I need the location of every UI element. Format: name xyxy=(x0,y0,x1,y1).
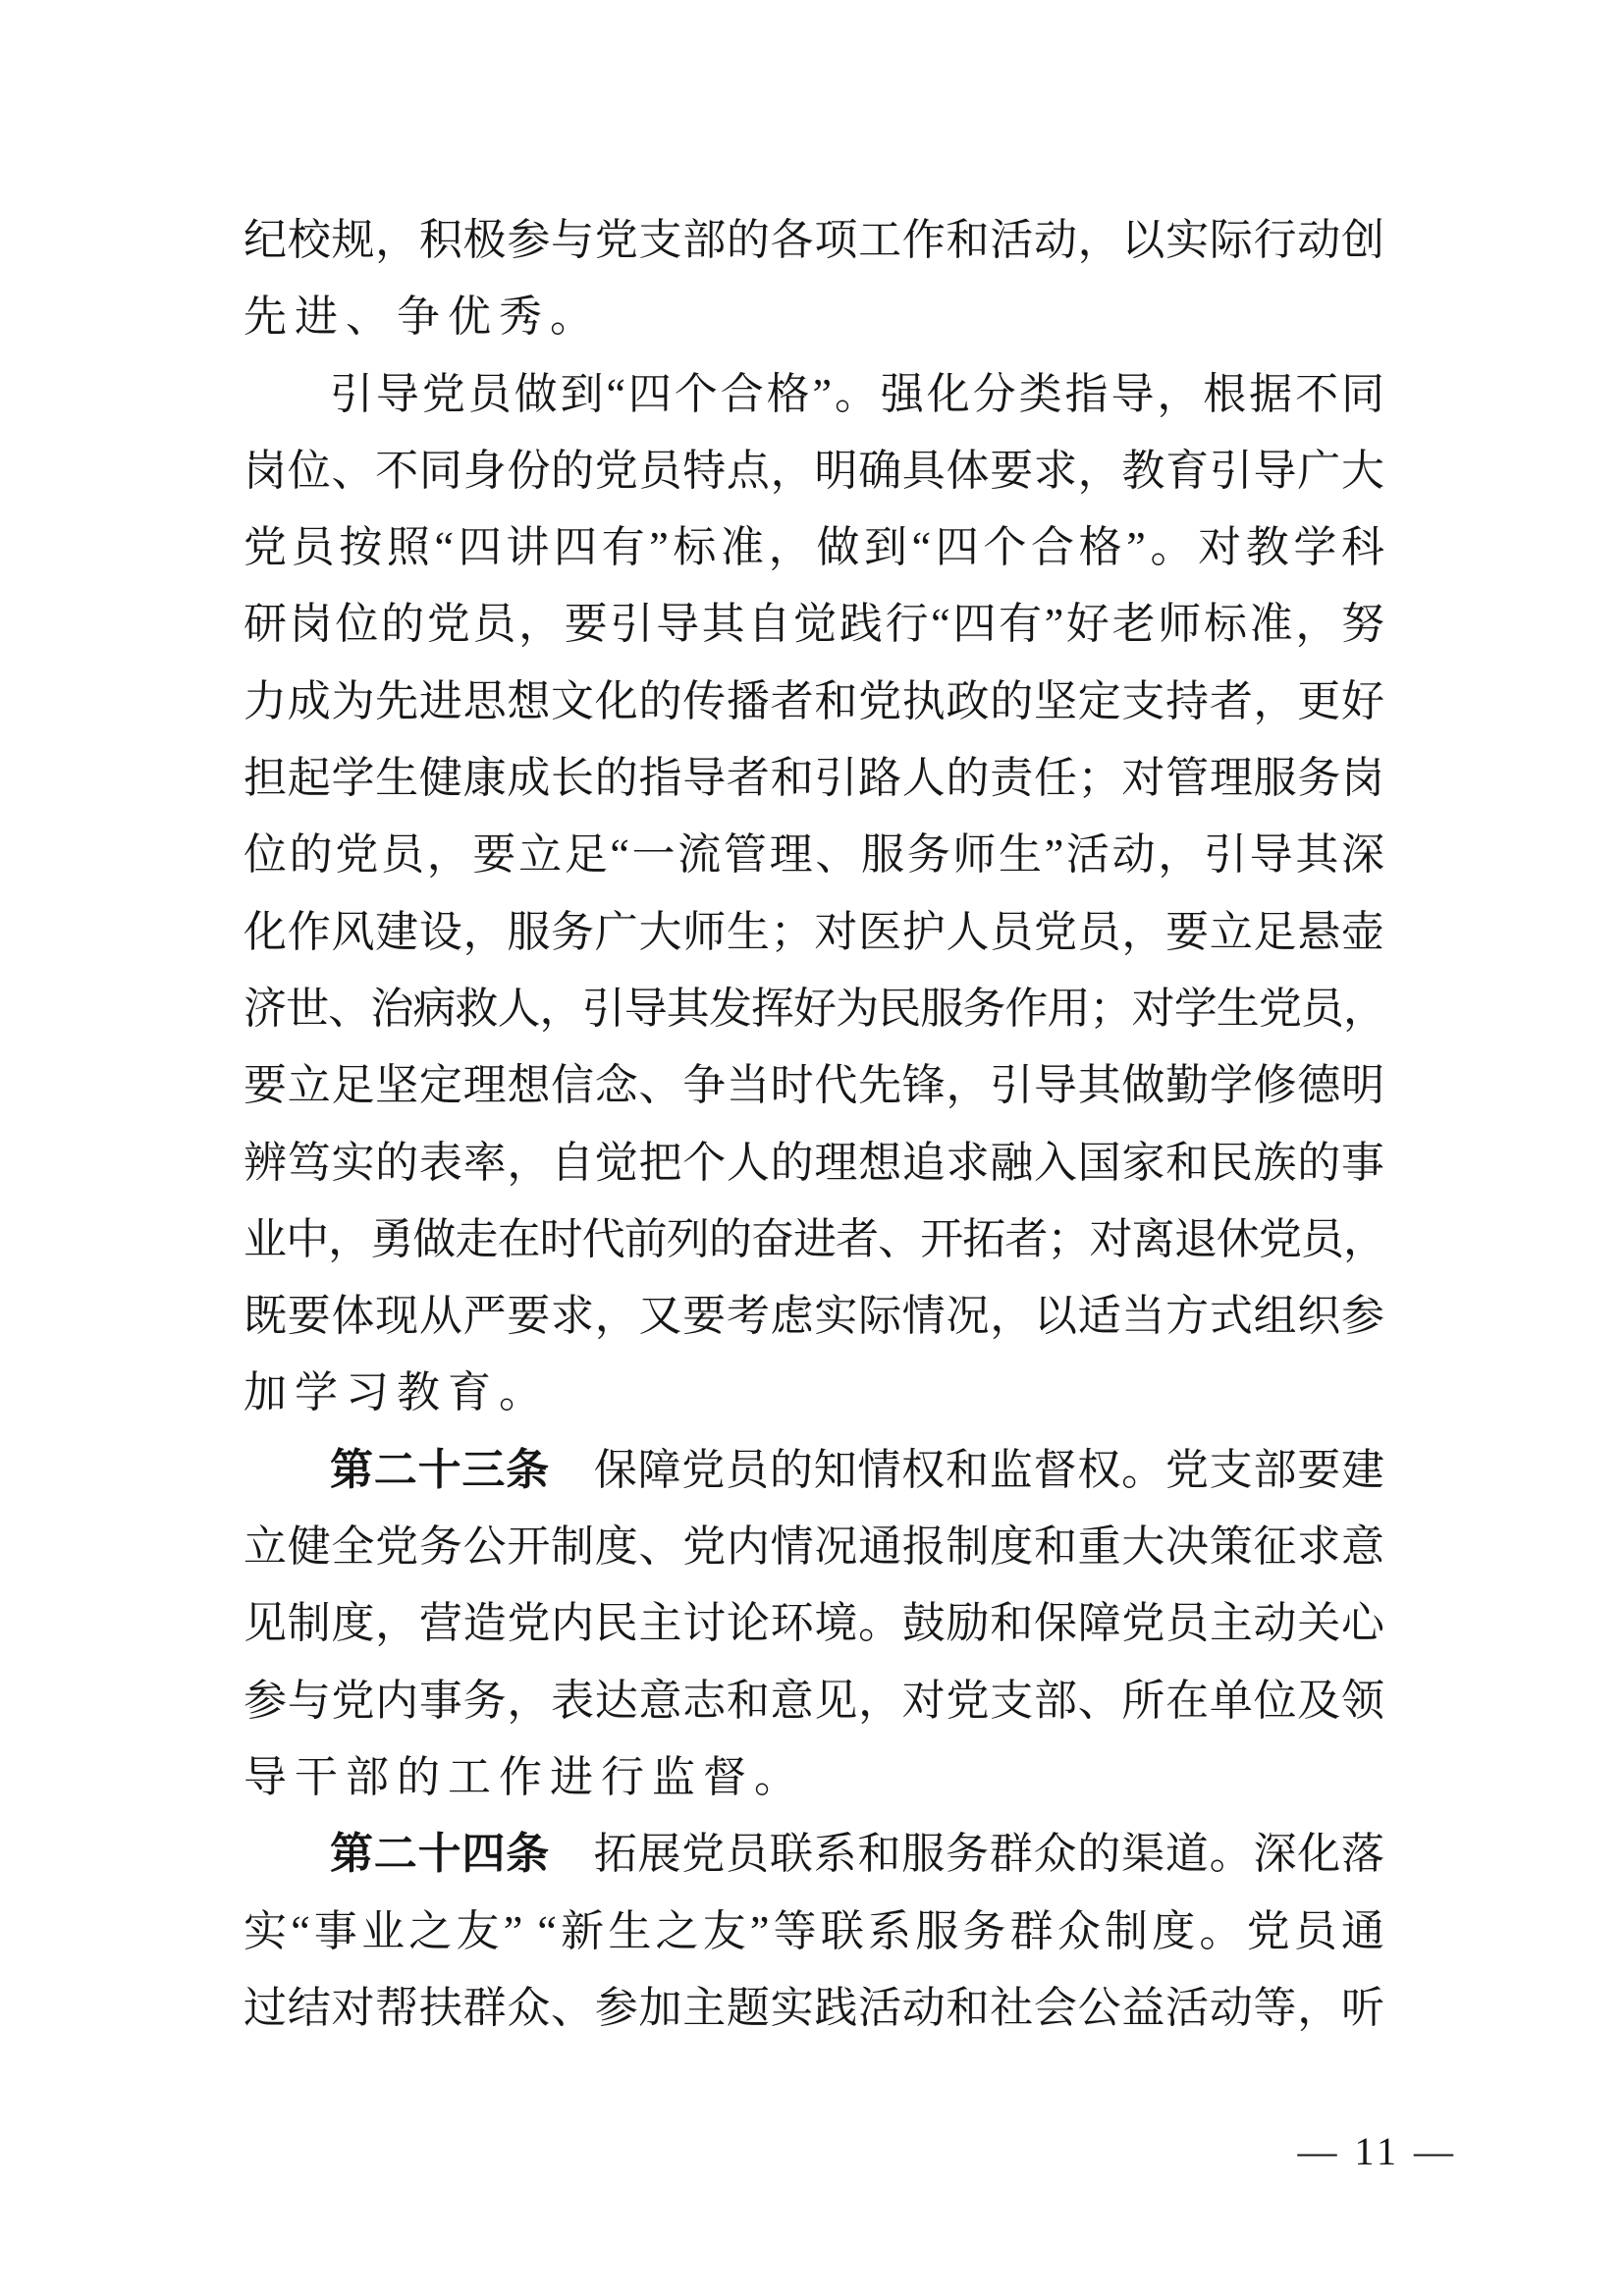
line-text: 实“事业之友” “新生之友”等联系服务群众制度。党员通 xyxy=(244,1906,1384,1955)
line-text: 位的党员，要立足“一流管理、服务师生”活动，引导其深 xyxy=(244,830,1384,880)
line-text: 岗位、不同身份的党员特点，明确具体要求，教育引导广大 xyxy=(244,446,1384,495)
text-line xyxy=(244,971,1384,1047)
text-line xyxy=(244,1816,1384,1893)
line-text: 见制度，营造党内民主讨论环境。鼓励和保障党员主动关心 xyxy=(244,1599,1384,1648)
line-text: 过结对帮扶群众、参加主题实践活动和社会公益活动等，听 xyxy=(244,1983,1384,2032)
text-block xyxy=(244,202,1384,2047)
line-text: 济世、治病救人，引导其发挥好为民服务作用；对学生党员， xyxy=(244,984,1384,1033)
text-line xyxy=(244,279,1384,355)
text-line xyxy=(244,1894,1384,1970)
line-text: 拓展党员联系和服务群众的渠道。深化落 xyxy=(592,1830,1384,1879)
clause-number: 第二十四条 xyxy=(330,1830,550,1879)
text-line xyxy=(244,1509,1384,1585)
clause-number: 第二十三条 xyxy=(330,1445,550,1494)
text-line xyxy=(244,1663,1384,1739)
text-line xyxy=(244,356,1384,433)
text-line xyxy=(244,894,1384,971)
text-line xyxy=(244,817,1384,893)
line-text: 力成为先进思想文化的传播者和党执政的坚定支持者，更好 xyxy=(244,676,1384,725)
line-text: 辨笃实的表率，自觉把个人的理想追求融入国家和民族的事 xyxy=(244,1138,1384,1187)
line-text: 既要体现从严要求，又要考虑实际情况，以适当方式组织参 xyxy=(244,1292,1384,1341)
text-line xyxy=(244,1739,1384,1816)
line-text: 纪校规，积极参与党支部的各项工作和活动，以实际行动创 xyxy=(244,216,1384,264)
line-text: 立健全党务公开制度、党内情况通报制度和重大决策征求意 xyxy=(244,1522,1384,1572)
text-line xyxy=(244,1201,1384,1278)
text-line xyxy=(244,1125,1384,1201)
page-number: — 11 — xyxy=(1297,2129,1457,2173)
line-text: 先进、争优秀。 xyxy=(244,293,601,342)
text-line xyxy=(244,1278,1384,1355)
text-line xyxy=(244,586,1384,663)
line-text: 业中，勇做走在时代前列的奋进者、开拓者；对离退休党员， xyxy=(244,1214,1384,1263)
text-line xyxy=(244,1047,1384,1124)
text-line xyxy=(244,1585,1384,1662)
text-line xyxy=(244,433,1384,509)
line-text: 加学习教育。 xyxy=(244,1368,550,1417)
clause-gap xyxy=(550,1867,593,1868)
line-text: 参与党内事务，表达意志和意见，对党支部、所在单位及领 xyxy=(244,1676,1384,1725)
text-line xyxy=(244,1355,1384,1431)
text-line xyxy=(244,1970,1384,2047)
line-text: 党员按照“四讲四有”标准，做到“四个合格”。对教学科 xyxy=(244,523,1384,572)
line-text: 研岗位的党员，要引导其自觉践行“四有”好老师标准，努 xyxy=(244,600,1384,649)
line-text: 引导党员做到“四个合格”。强化分类指导，根据不同 xyxy=(330,369,1384,418)
line-text: 化作风建设，服务广大师生；对医护人员党员，要立足悬壶 xyxy=(244,907,1384,956)
text-line xyxy=(244,202,1384,279)
clause-gap xyxy=(550,1483,593,1484)
line-text: 保障党员的知情权和监督权。党支部要建 xyxy=(592,1445,1384,1494)
text-line xyxy=(244,1432,1384,1509)
text-line xyxy=(244,509,1384,586)
text-line xyxy=(244,664,1384,740)
text-line xyxy=(244,740,1384,817)
line-text: 要立足坚定理想信念、争当时代先锋，引导其做勤学修德明 xyxy=(244,1061,1384,1110)
line-text: 担起学生健康成长的指导者和引路人的责任；对管理服务岗 xyxy=(244,754,1384,803)
line-text: 导干部的工作进行监督。 xyxy=(244,1752,805,1801)
